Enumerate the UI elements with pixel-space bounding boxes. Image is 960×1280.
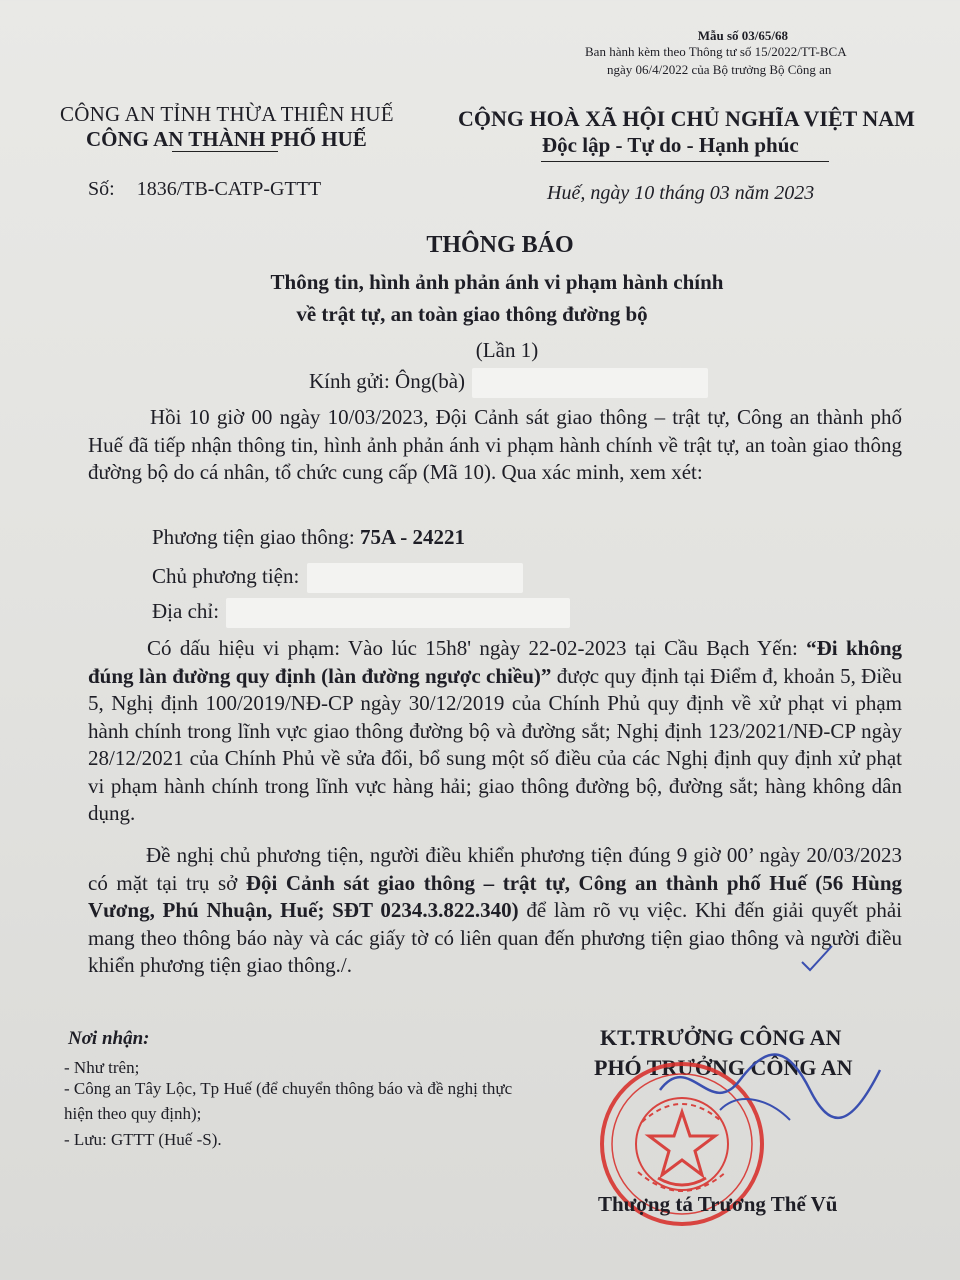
redacted-recipient-name (472, 368, 708, 398)
handwritten-signature (650, 1030, 890, 1150)
org-line2: CÔNG AN THÀNH PHỐ HUẾ (86, 127, 367, 151)
org-line1: CÔNG AN TỈNH THỪA THIÊN HUẾ (60, 102, 394, 126)
redacted-owner-name (307, 563, 523, 593)
handwritten-checkmark (800, 944, 834, 974)
document-number (88, 178, 321, 201)
address-label: Địa chỉ: (152, 598, 220, 623)
signature-title-1: KT.TRƯỞNG CÔNG AN (600, 1025, 842, 1050)
motto-underline (541, 161, 829, 162)
signature-title-2: PHÓ TRƯỞNG CÔNG AN (594, 1055, 853, 1080)
document-number-label: Số: (88, 178, 115, 200)
summons-paragraph (88, 842, 902, 980)
recipient-item: - Công an Tây Lộc, Tp Huế (để chuyển thông báo và đề nghị thực hiện theo quy định); (64, 1079, 513, 1123)
nation-motto: Độc lập - Tự do - Hạnh phúc (542, 133, 799, 157)
recipient-item: - Như trên; (64, 1058, 140, 1077)
address-field (152, 598, 570, 628)
vehicle-label: Phương tiện giao thông: (152, 525, 355, 549)
owner-label: Chủ phương tiện: (152, 563, 300, 588)
document-date: Huế, ngày 10 tháng 03 năm 2023 (547, 182, 815, 204)
document-number-value: 1836/TB-CATP-GTTT (136, 178, 322, 200)
recipients-title: Nơi nhận: (68, 1028, 150, 1049)
recipient-item: - Lưu: GTTT (Huế -S). (64, 1130, 222, 1149)
violation-paragraph (88, 635, 902, 828)
owner-field (152, 563, 523, 593)
form-note-line2: ngày 06/4/2022 của Bộ trưởng Bộ Công an (607, 62, 832, 77)
office-address: Đội Cảnh sát giao thông – trật tự, Công an thành phố Huế (56 Hùng Vương, Phú Nhuận, Huế; SĐT 0234.3.822.340) (88, 870, 903, 922)
intro-paragraph: Hồi 10 giờ 00 ngày 10/03/2023, Đội Cảnh sát giao thông – trật tự, Công an thành phố Huế đã tiếp nhận thông tin, hình ảnh phản ánh vi phạm hành chính về trật tự, an toàn giao thông đường bộ do cá nhân, tổ chức cung cấp (Mã 10). Qua xác minh, xem xét: (88, 405, 902, 484)
notice-times: (Lần 1) (475, 338, 539, 362)
org-underline (172, 151, 278, 152)
recipient-line (309, 368, 708, 398)
form-note-line1: Ban hành kèm theo Thông tư số 15/2022/TT-BCA (585, 44, 847, 59)
violation-legal-basis: được quy định tại Điểm đ, khoản 5, Điều 5, Nghị định 100/2019/NĐ-CP ngày 30/12/2019 của Chính Phủ quy định về xử phạt vi phạm hành chính trong lĩnh vực giao thông đường bộ và đường sắt; Nghị định 123/2021/NĐ-CP ngày 28/12/2021 của Chính Phủ về sửa đổi, bổ sung một số điều của các Nghị định quy định xử phạt vi phạm hành chính trong lĩnh vực hàng hải; giao thông đường bộ, đường sắt; hàng không dân dụng. (88, 663, 902, 825)
vehicle-plate: 75A - 24221 (359, 525, 465, 549)
violation-description: “Đi không đúng làn đường quy định (làn đường ngược chiều)” (88, 636, 902, 688)
document-subtitle-2: về trật tự, an toàn giao thông đường bộ (296, 302, 648, 326)
summons-instructions: để làm rõ vụ việc. Khi đến giải quyết phải mang theo thông báo này và các giấy tờ có liên quan đến phương tiện giao thông và người điều khiển phương tiện giao thông./. (88, 898, 902, 977)
signer-name: Thượng tá Trương Thế Vũ (598, 1192, 838, 1216)
recipient-label: Kính gửi: Ông(bà) (309, 368, 466, 393)
violation-intro: Có dấu hiệu vi phạm: Vào lúc 15h8' ngày 22-02-2023 tại Cầu Bạch Yến: (147, 636, 807, 660)
nation-title: CỘNG HOÀ XÃ HỘI CHỦ NGHĨA VIỆT NAM (458, 106, 915, 131)
redacted-address (226, 598, 570, 628)
form-number: Mẫu số 03/65/68 (697, 28, 788, 43)
vehicle-field (152, 525, 465, 550)
document-subtitle-1: Thông tin, hình ảnh phản ánh vi phạm hành chính (270, 270, 724, 294)
summons-intro: Đề nghị chủ phương tiện, người điều khiển phương tiện đúng 9 giờ 00’ ngày 20/03/2023 có mặt tại trụ sở (88, 843, 902, 895)
document-title: THÔNG BÁO (426, 232, 574, 258)
